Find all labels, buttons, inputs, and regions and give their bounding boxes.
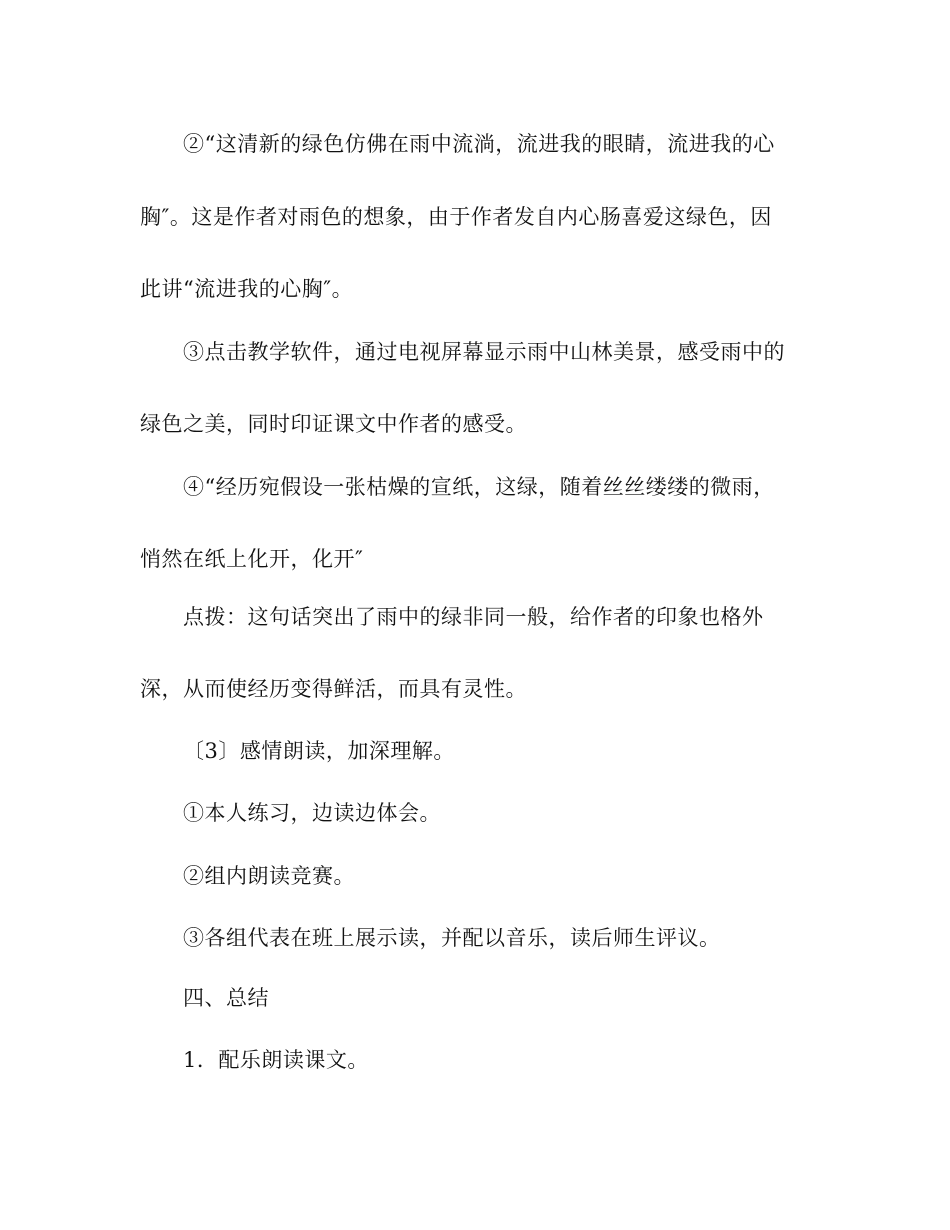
paragraph-line: ②组内朗读竞赛。 xyxy=(183,864,355,888)
paragraph-line: 1．配乐朗读课文。 xyxy=(183,1048,369,1072)
paragraph-line: ①本人练习，边读边体会。 xyxy=(183,801,441,825)
paragraph-line: 绿色之美，同时印证课文中作者的感受。 xyxy=(140,412,527,436)
paragraph-line: ②“这清新的绿色仿佛在雨中流淌，流进我的眼睛，流进我的心 xyxy=(183,132,775,156)
paragraph-line: ④“经历宛假设一张枯燥的宣纸，这绿，随着丝丝缕缕的微雨， xyxy=(183,475,775,499)
paragraph-line: 〔3〕感情朗读，加深理解。 xyxy=(183,739,455,763)
paragraph-line: 胸″。这是作者对雨色的想象，由于作者发自内心肠喜爱这绿色，因 xyxy=(140,205,772,229)
paragraph-line: 深，从而使经历变得鲜活，而具有灵性。 xyxy=(140,677,527,701)
paragraph-line: 此讲“流进我的心胸″。 xyxy=(140,277,354,301)
paragraph-line: ③各组代表在班上展示读，并配以音乐，读后师生评议。 xyxy=(183,926,721,950)
paragraph-line: ③点击教学软件，通过电视屏幕显示雨中山林美景，感受雨中的 xyxy=(183,340,785,364)
paragraph-line: 点拨：这句话突出了雨中的绿非同一般，给作者的印象也格外 xyxy=(183,605,764,629)
section-heading: 四、总结 xyxy=(183,986,269,1010)
paragraph-line: 悄然在纸上化开，化开″ xyxy=(140,547,364,571)
